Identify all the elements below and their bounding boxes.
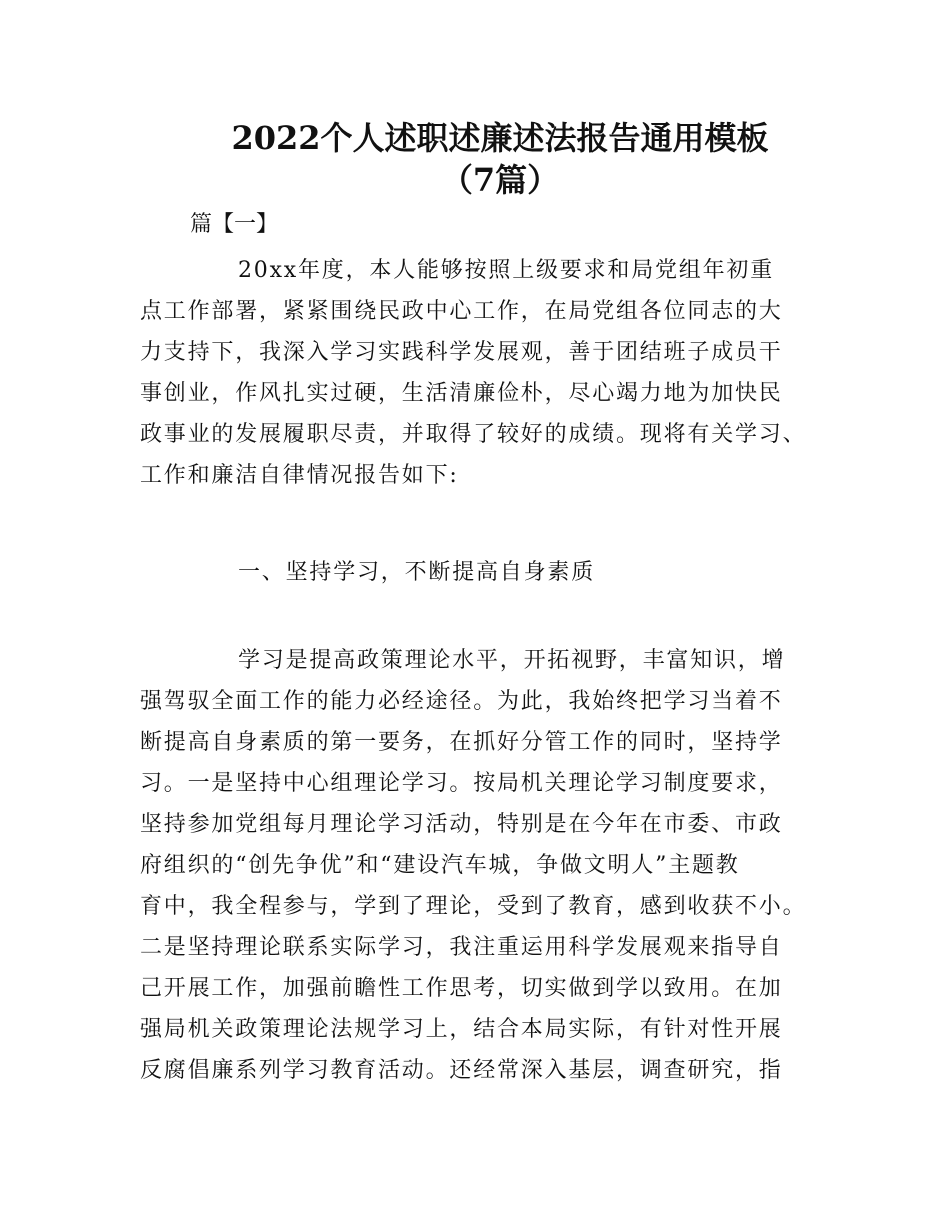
section-label: 篇【一】 [190, 212, 279, 237]
paragraph-line: 己开展工作，加强前瞻性工作思考，切实做到学以致用。在加 [140, 976, 783, 1001]
paragraph-line: 二是坚持理论联系实际学习，我注重运用科学发展观来指导自 [140, 935, 783, 960]
paragraph-line: 20xx年度，本人能够按照上级要求和局党组年初重 [238, 258, 775, 283]
paragraph-line: 育中，我全程参与，学到了理论，受到了教育，感到收获不小。 [140, 894, 807, 919]
paragraph-line: 反腐倡廉系列学习教育活动。还经常深入基层，调查研究，指 [140, 1058, 783, 1083]
paragraph-line: 学习是提高政策理论水平，开拓视野，丰富知识，增 [238, 648, 786, 673]
paragraph-line: 强局机关政策理论法规学习上，结合本局实际，有针对性开展 [140, 1017, 783, 1042]
paragraph-line: 坚持参加党组每月理论学习活动，特别是在今年在市委、市政 [140, 812, 783, 837]
paragraph-line: 强驾驭全面工作的能力必经途径。为此，我始终把学习当着不 [140, 689, 783, 714]
paragraph-line: 断提高自身素质的第一要务，在抓好分管工作的同时，坚持学 [140, 730, 783, 755]
paragraph-line: 点工作部署，紧紧围绕民政中心工作，在局党组各位同志的大 [140, 299, 783, 324]
paragraph-line: 事创业，作风扎实过硬，生活清廉俭朴，尽心竭力地为加快民 [140, 381, 783, 406]
section-heading: 一、坚持学习，不断提高自身素质 [238, 560, 596, 585]
paragraph-line: 工作和廉洁自律情况报告如下: [140, 463, 459, 488]
document-title-subtitle: （7篇） [440, 161, 560, 199]
document-title: 2022个人述职述廉述法报告通用模板 [231, 119, 769, 157]
paragraph-line: 府组织的“创先争优”和“建设汽车城，争做文明人”主题教 [140, 853, 740, 878]
paragraph-line: 力支持下，我深入学习实践科学发展观，善于团结班子成员干 [140, 340, 783, 365]
paragraph-line: 政事业的发展履职尽责，并取得了较好的成绩。现将有关学习、 [140, 422, 807, 447]
paragraph-line: 习。一是坚持中心组理论学习。按局机关理论学习制度要求， [140, 771, 783, 796]
